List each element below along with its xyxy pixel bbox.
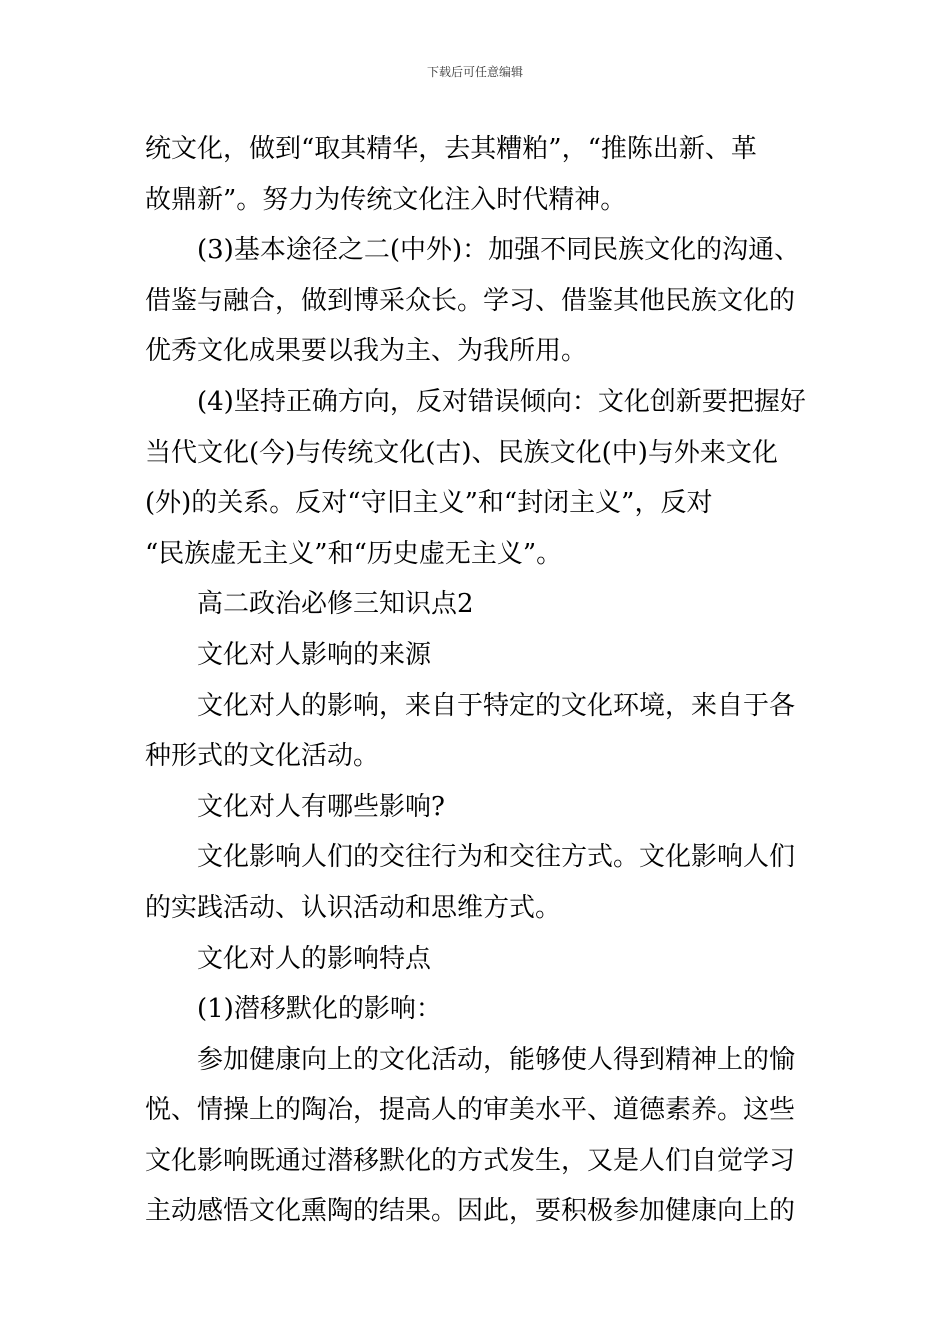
text-line: 故鼎新”。努力为传统文化注入时代精神。 bbox=[145, 184, 627, 215]
text-line: 统文化，做到“取其精华，去其糟粕”，“推陈出新、革 bbox=[145, 134, 757, 164]
text-line: 参加健康向上的文化活动，能够使人得到精神上的愉 bbox=[197, 1044, 796, 1075]
text-line: 优秀文化成果要以我为主、为我所用。 bbox=[145, 336, 588, 367]
text-line: “民族虚无主义”和“历史虚无主义”。 bbox=[145, 538, 563, 569]
text-line: (1)潜移默化的影响： bbox=[197, 994, 442, 1025]
text-line: 文化影响人们的交往行为和交往方式。文化影响人们 bbox=[197, 842, 796, 873]
text-line: 文化对人影响的来源 bbox=[197, 639, 432, 670]
text-line: 种形式的文化活动。 bbox=[145, 741, 380, 772]
text-line: 悦、情操上的陶冶，提高人的审美水平、道德素养。这些 bbox=[145, 1095, 796, 1126]
text-line: (外)的关系。反对“守旧主义”和“封闭主义”，反对 bbox=[145, 488, 713, 519]
text-line: 文化对人的影响，来自于特定的文化环境，来自于各 bbox=[197, 690, 796, 721]
body-text bbox=[145, 124, 807, 1237]
text-line: 主动感悟文化熏陶的结果。因此，要积极参加健康向上的 bbox=[145, 1196, 796, 1227]
text-line: (3)基本途径之二(中外)：加强不同民族文化的沟通、 bbox=[197, 235, 801, 266]
text-line: 文化对人的影响特点 bbox=[197, 943, 432, 974]
text-line: 文化影响既通过潜移默化的方式发生，又是人们自觉学习 bbox=[145, 1145, 796, 1176]
text-line: 的实践活动、认识活动和思维方式。 bbox=[145, 892, 562, 923]
text-line: 文化对人有哪些影响? bbox=[197, 791, 445, 822]
text-line: (4)坚持正确方向，反对错误倾向：文化创新要把握好 bbox=[197, 386, 806, 417]
page-header: 下载后可任意编辑 bbox=[426, 65, 523, 79]
text-line: 当代文化(今)与传统文化(古)、民族文化(中)与外来文化 bbox=[145, 437, 778, 468]
text-line: 借鉴与融合，做到博采众长。学习、借鉴其他民族文化的 bbox=[145, 285, 796, 316]
text-line: 高二政治必修三知识点2 bbox=[197, 589, 474, 620]
